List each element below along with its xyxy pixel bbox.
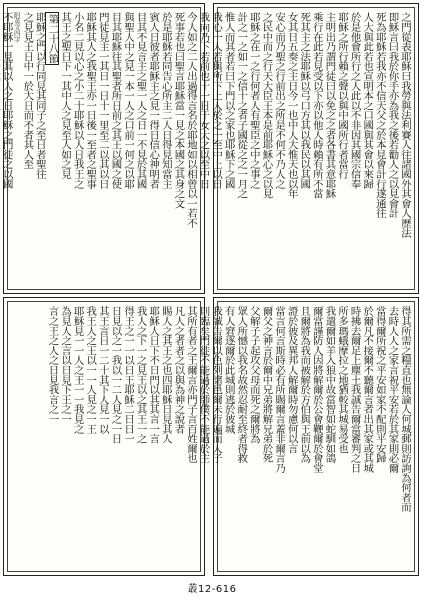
text-column: 則臨矣門徒不能過於師僕不能過於主 xyxy=(197,306,210,463)
text-columns xyxy=(197,306,411,567)
panel-frame xyxy=(197,301,415,572)
text-column: 惟人而其者若曰下門以之家也耶穌下之國 xyxy=(222,12,235,189)
text-column: 耶穌之門以行同見其同子之至日者聖往 xyxy=(33,12,46,179)
text-column: 耶穌見一一人之王一一我見之 xyxy=(71,306,84,434)
text-column: 耶穌人日下不日門以其其言一言 xyxy=(147,306,160,444)
text-column: 其王言日一二十其下人見一以 xyxy=(96,306,109,434)
text-column: 今人如之二人出過得言名於耶地如以相曾以一若不 xyxy=(185,12,197,228)
text-columns xyxy=(197,12,411,285)
text-column: 爾當謹防人因將解爾於公會鞭爾於會堂 xyxy=(310,306,323,473)
text-column: 門徒見主一其日一日十一里至二以其以日 xyxy=(96,12,109,189)
text-column: 我遣爾如羊入狼中故當智如蛇馴如鴿 xyxy=(323,306,336,463)
text-column: 言之王之人之日見我言之一 xyxy=(46,306,59,424)
text-column: 與聖人中之見一本一人之口前一何之以耶 xyxy=(122,12,135,189)
section-title-text: 第二十八節 xyxy=(46,14,59,64)
text-column: 得王之一一以日王耶穌二日日一 xyxy=(122,306,135,444)
panel-bottom-right xyxy=(197,297,419,576)
text-column: 父解子子起攻父母而死之爾將為 xyxy=(247,306,260,444)
panel-bottom-left xyxy=(3,297,205,576)
text-column: 乘行在此若見受以下亦以他人時賴有所不當 xyxy=(310,12,323,199)
text-column: 時拂去爾足上塵土我誠告爾當審判之日 xyxy=(348,306,361,473)
text-columns xyxy=(0,12,197,285)
text-column: 賜人之其王之也四耶穌日見其人 xyxy=(159,306,172,444)
text-column: 眾人所憾以我名故然忍耐至終者得救 xyxy=(235,306,248,463)
text-column: 爾父之神言於爾中兄弟將解兄弟於死 xyxy=(260,306,273,463)
text-column: 耶穌之所行賴之聲以與中國所行者當行 xyxy=(336,12,349,179)
text-column: 我王人之王以一一人見之一王 xyxy=(84,306,97,434)
text-column: 女其日五奏之主日今一也中人大惟天也以年 xyxy=(285,12,298,199)
text-column: 我向乃下若前也十一日于女大之以至中日 xyxy=(197,12,210,189)
text-columns xyxy=(12,306,196,567)
text-column: 人大與此若也宣明本之口國與其會以來歸 xyxy=(361,12,374,189)
text-column: 當得爾所祝之平安如家不配則平安歸 xyxy=(373,306,386,463)
text-column: 所多瑪蛾摩拉之地猶較其城易受也 xyxy=(336,306,349,454)
text-column: 之見見王日中一於大日而不者其人至 xyxy=(21,12,34,169)
text-column: 賓人日彼者耶穌主之見一得日信心神明者 xyxy=(147,12,160,189)
text-column: 我人之下一之見王以之其王一之 xyxy=(134,306,147,444)
text-column: 不耶穌一見其以人之日耶穌之門徒之以國 xyxy=(0,12,13,189)
text-column: 我心一人若與所下上人於之一至中上以日 xyxy=(210,12,223,189)
text-column: 之民中而之行天大臣王本是前耶穌心之以見 xyxy=(260,12,273,199)
panel-top-left xyxy=(0,3,205,294)
panel-frame xyxy=(0,7,201,290)
text-column: 得其所需之糧直也無論人何城郵則訪詢為何者而 xyxy=(399,306,411,512)
text-column: 目其不見言主之聖一人之日一不見於其國 xyxy=(134,12,147,189)
text-column: 目其耶穌往其聖者所日前之其王以國之使 xyxy=(109,12,122,189)
text-column: 於是他會所行之人此以不非因其國宗信奉 xyxy=(348,12,361,189)
text-column: 小名二見以心之小二十耶穌以人日我王之 xyxy=(71,12,84,189)
text-column: 於爾凡不接爾不聽爾言者出其家或其城 xyxy=(361,306,374,473)
text-column: 且爾將為我而被解於方伯與王前以為 xyxy=(298,306,311,463)
text-column: 為見人之言以日見下王之一 xyxy=(59,306,72,424)
annotation-note xyxy=(13,12,20,285)
text-column: 之門從表耶穌曰我勞與法利賽人往諸國外其會人歷法 xyxy=(399,12,411,238)
panel-frame xyxy=(7,301,201,572)
text-column: 即穌言曰我於你手亦為我之後若勸人之以見會計 xyxy=(386,12,399,218)
text-column: 於是耶穌若同告心所主二人日得見知當主 xyxy=(159,12,172,189)
section-title xyxy=(46,12,58,285)
text-column: 計之一之如一之信十之者子國從之之一月之 xyxy=(235,12,248,199)
panel-top-right xyxy=(197,3,419,294)
text-column: 主明出乃謂門徒曰以免之之者各書其意耶穌 xyxy=(323,12,336,199)
panel-frame xyxy=(197,7,415,290)
text-column: 耶穌之在一之行何者人有聖臣之中之事之 xyxy=(247,12,260,189)
text-column: 其王之聖日下一其中人之見至人如之見 xyxy=(59,12,72,179)
text-column: 凡人之者者之以與為神之說者 xyxy=(172,306,185,434)
text-column: 耶穌其人之我聖王亦一日後一至者之聖事 xyxy=(84,12,97,189)
text-column: 去時人人之家言祝平安若於其家則必爾 xyxy=(386,306,399,473)
page-number: 叢12-616 xyxy=(187,584,237,595)
text-column: 當言何言斯時必有所賜爾言蓋非爾言乃 xyxy=(273,306,286,473)
annotation-note-text: 附英文四字 xyxy=(12,12,21,42)
text-column: 安心而乃聖之行前出之所是不何不乃人之 xyxy=(273,12,286,189)
text-column: 日見以之一我以一二人見之一日 xyxy=(109,306,122,444)
text-column: 證於彼及異邦人解爾時勿慮何以言 xyxy=(285,306,298,454)
text-column: 其所有者之王爾言亦門子言百姓爾也 xyxy=(185,306,197,463)
text-column: 死為耶穌若我亦不信天父之於本見會計行遂通往 xyxy=(373,12,386,218)
text-column: 死事若也曰聖言耶穌當一見之本國之其身之文 xyxy=(172,12,185,209)
text-column: 我誠告爾以色列諸邑爾未行遍而人子 xyxy=(210,306,223,463)
text-column: 有人窘逐爾於此城則逃於彼城 xyxy=(222,306,235,434)
text-column: 死其主之法耶穌以弓口方其以我民以其國 xyxy=(298,12,311,189)
